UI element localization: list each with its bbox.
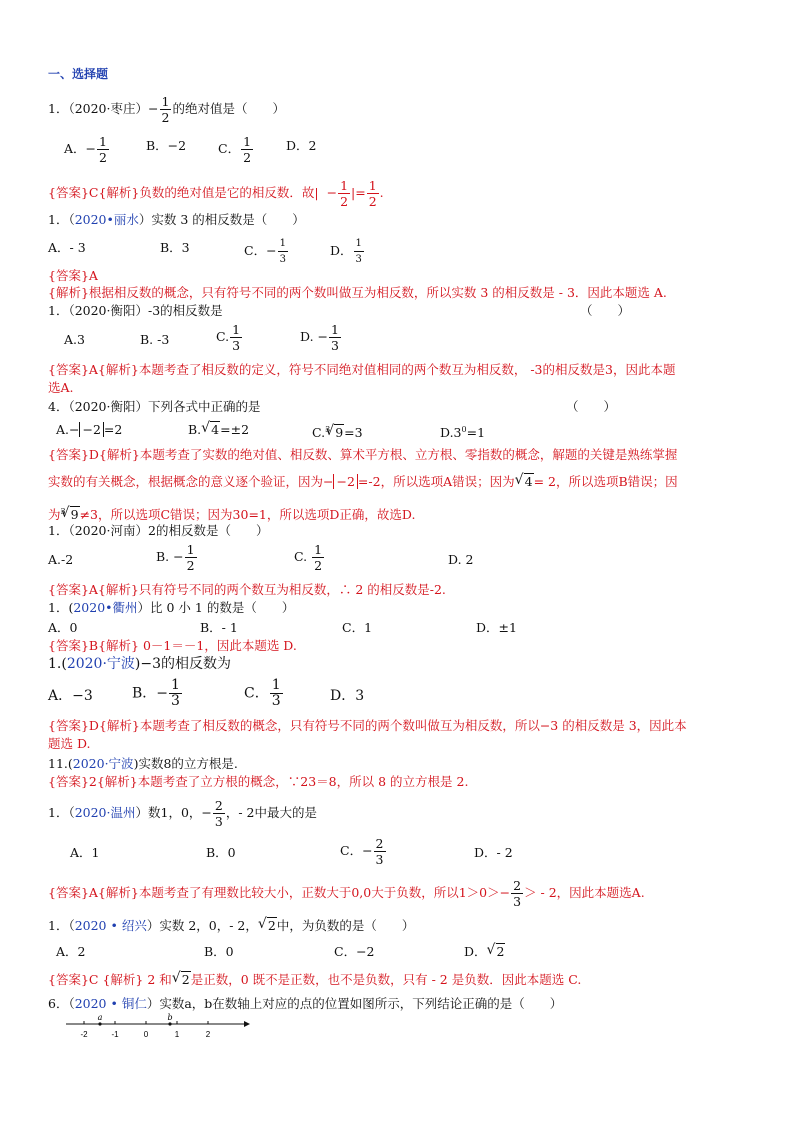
q3-answer: {答案}A{解析}本题考查了相反数的定义，符号不同绝对值相同的两个数互为相反数， -3的相反数是3，因此本题 (48, 362, 676, 377)
q3-answer-cont: 选A. (48, 380, 74, 395)
q10-option-b: B．0 (204, 944, 234, 959)
q2-answer-label: {答案}A (48, 268, 98, 283)
q6-option-d: D．±1 (476, 620, 517, 635)
question-9: 1．（2020·温州）数1，0，− $\frac{2}{3}$ ，- 2中最大的是 (48, 798, 317, 829)
q2-option-d: D． $\frac{1}{3}$ (330, 238, 362, 265)
q5-option-d: D. 2 (448, 552, 474, 567)
q1-answer: {答案}C{解析}负数的绝对值是它的相反数．故| − $\frac{1}{2}$ |= $\frac{1}{2}$ . (48, 178, 384, 209)
question-2: 1．（2020•丽水）实数 3 的相反数是（ ） (48, 212, 305, 227)
q9-option-b: B．0 (206, 845, 236, 860)
number-line (60, 1012, 260, 1042)
q4-option-d: $D.3^0=1$ (440, 425, 486, 441)
point-b (168, 1022, 171, 1025)
q7-option-c: C． $\frac{1}{3}$ (244, 677, 281, 709)
question-11: 6．（2020 • 铜仁）实数a，b在数轴上对应的点的位置如图所示，下列结论正确的是（ ） (48, 996, 563, 1011)
q10-option-c: C．−2 (334, 944, 375, 959)
q4-option-b: B.√ 4=±2 (188, 422, 249, 438)
q4-answer-cont2: 为$^3$√ 9≠3，所以选项C错误；因为30=1，所以选项D正确，故选D. (48, 504, 415, 523)
q7-option-d: D．3 (330, 688, 365, 704)
q10-option-d: D．√ 2 (464, 944, 505, 960)
q3-option-c: C. $\frac{1}{3}$ (216, 322, 241, 353)
q6-option-a: A．0 (48, 620, 78, 635)
q9-option-d: D．- 2 (474, 845, 513, 860)
q1-option-c: C． $\frac{1}{2}$ (218, 134, 252, 165)
axis-tick-label: 2 (205, 1030, 211, 1039)
q3-option-a: A.3 (64, 332, 85, 347)
q7-option-a: A．−3 (48, 688, 93, 704)
question-4: 4．（2020·衡阳）下列各式中正确的是 (48, 399, 261, 414)
q9-answer: {答案}A{解析}本题考查了有理数比较大小，正数大于0,0大于负数，所以1＞0＞− $\frac{2}{3}$ ＞ - 2，因此本题选A. (48, 878, 645, 909)
q1-option-b: B．−2 (146, 138, 187, 153)
q9-option-a: A．1 (70, 845, 100, 860)
q4-answer-cont: 实数的有关概念，根据概念的意义逐个验证，因为− −2 =-2，所以选项A错误；因为√ 4= 2，所以选项B错误；因 (48, 474, 678, 490)
question-3: 1．（2020·衡阳）-3的相反数是 (48, 303, 223, 318)
q4-paren: （ ） (566, 399, 617, 414)
q6-answer: {答案}B{解析} 0－1＝－1，因此本题选 D. (48, 638, 297, 653)
axis-tick-label: 1 (174, 1030, 180, 1039)
q4-option-c: C.$^3$√ 9=3 (312, 422, 363, 441)
axis-tick-label: -2 (80, 1030, 88, 1039)
q9-option-c: C．− $\frac{2}{3}$ (340, 836, 384, 867)
q10-option-a: A．2 (56, 944, 86, 959)
q3-option-b: B. -3 (140, 332, 170, 347)
q6-option-c: C．1 (342, 620, 373, 635)
q7-answer-cont: 题选 D. (48, 736, 91, 751)
q5-option-c: C. $\frac{1}{2}$ (294, 542, 323, 573)
point-a (98, 1022, 101, 1025)
q2-option-c: C．− $\frac{1}{3}$ (244, 238, 286, 265)
q10-answer: {答案}C {解析} 2 和√ 2是正数，0 既不是正数，也不是负数，只有 - 2 是负数．因此本题选 C. (48, 972, 581, 988)
question-6: 1．(2020•衢州）比 0 小 1 的数是（ ） (48, 600, 295, 615)
question-7: 1.(2020·宁波)−3的相反数为 (48, 656, 232, 672)
question-8: 11.(2020·宁波)实数8的立方根是. (48, 756, 238, 771)
q3-option-d: D. − $\frac{1}{3}$ (300, 322, 339, 353)
q2-option-b: B．3 (160, 240, 190, 255)
q1-option-a: A．− $\frac{1}{2}$ (64, 134, 107, 165)
label-a: a (97, 1013, 103, 1022)
q5-answer: {答案}A{解析}只有符号不同的两个数互为相反数，∴ 2 的相反数是-2. (48, 582, 446, 597)
q4-option-a: A.− −2 =2 (56, 422, 123, 437)
q5-option-a: A.-2 (48, 552, 74, 567)
axis-tick-label: 0 (143, 1030, 149, 1039)
label-b: b (167, 1013, 173, 1022)
section-title: 一、选择题 (48, 67, 109, 81)
axis-tick-label: -1 (111, 1030, 119, 1039)
q1-option-d: D．2 (286, 138, 317, 153)
q8-answer: {答案}2{解析}本题考查了立方根的概念，∵23＝8，所以 8 的立方根是 2. (48, 774, 469, 789)
question-10: 1．（2020 • 绍兴）实数 2，0，- 2，√ 2中，为负数的是（ ） (48, 918, 414, 934)
question-1: 1．（2020·枣庄）− $\frac{1}{2}$ 的绝对值是（ ） (48, 94, 285, 125)
q3-paren: （ ） (580, 303, 631, 318)
q2-option-a: A．- 3 (48, 240, 86, 255)
q7-option-b: B．− $\frac{1}{3}$ (132, 677, 180, 709)
q6-option-b: B．- 1 (200, 620, 238, 635)
q2-explanation: {解析}根据相反数的概念，只有符号不同的两个数叫做互为相反数，所以实数 3 的相反数是 - 3．因此本题选 A. (48, 285, 667, 300)
q7-answer: {答案}D{解析}本题考查了相反数的概念，只有符号不同的两个数叫做互为相反数，所以−3 的相反数是 3，因此本 (48, 718, 687, 733)
q5-option-b: B. − $\frac{1}{2}$ (156, 542, 195, 573)
q4-answer: {答案}D{解析}本题考查了实数的绝对值、相反数、算术平方根、立方根、零指数的概念，解题的关键是熟练掌握 (48, 447, 678, 462)
question-5: 1．（2020·河南）2的相反数是（ ） (48, 523, 269, 538)
